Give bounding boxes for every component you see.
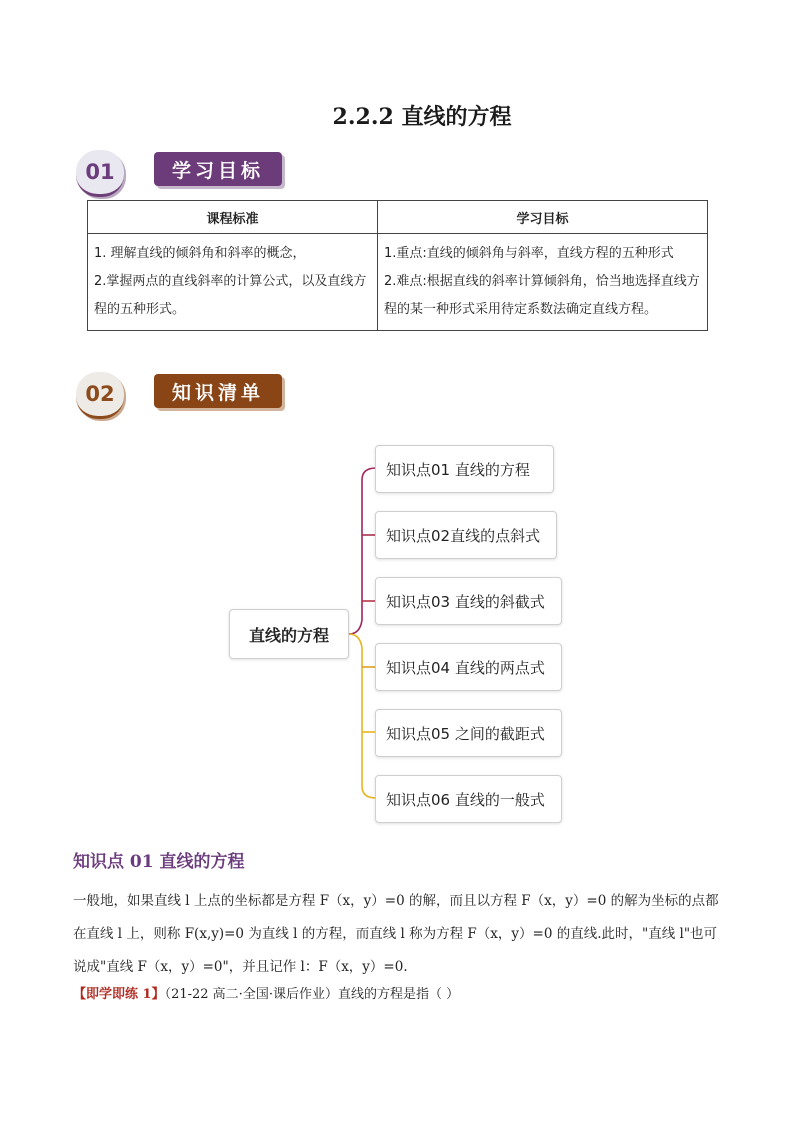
column-header-goals: 学习目标 [378,201,708,234]
section-number: 01 [76,150,124,197]
practice-tag: 【即学即练 1】 [73,987,165,1002]
mindmap-branch: 知识点01 直线的方程 [375,445,554,493]
section-label: 学习目标 [154,152,282,186]
knowledge-point-heading: 知识点 01 直线的方程 [73,852,245,872]
mindmap-branch: 知识点04 直线的两点式 [375,643,562,691]
mindmap-root: 直线的方程 [229,609,349,659]
goal-line: 1.重点:直线的倾斜角与斜率，直线方程的五种形式 [384,246,674,261]
mindmap-branch: 知识点02直线的点斜式 [375,511,557,559]
standard-line: 2.掌握两点的直线斜率的计算公式，以及直线方程的五种形式。 [94,274,367,317]
page-title: 2.2.2 直线的方程 [332,104,512,130]
section-label: 知识清单 [154,374,282,408]
connector-trunk [349,468,376,634]
column-header-standard: 课程标准 [88,201,378,234]
knowledge-point-paragraph [73,885,723,984]
mindmap-branch: 知识点06 直线的一般式 [375,775,562,823]
standard-line: 1. 理解直线的倾斜角和斜率的概念， [94,246,306,261]
mindmap-branch: 知识点05 之间的截距式 [375,709,562,757]
mindmap-branch: 知识点03 直线的斜截式 [375,577,562,625]
section-number: 02 [76,372,124,419]
practice-text: （21-22 高二·全国·课后作业）直线的方程是指（ ） [164,987,460,1002]
paragraph-text: 一般地，如果直线 l 上点的坐标都是方程 F（x，y）=0 的解，而且以方程 F（x，y）=0 的解为坐标的点都在直线 l 上，则称 F(x,y)=0 为直线 l 的方程，而直线 l 称为方程 F（x，y）=0 的直线.此时，"直线 l"也可说成"直线 F（x，y）=0"，并且记作 l：F（x，y）=0. [73,893,719,975]
connector-trunk [349,634,376,798]
practice-question [73,983,459,1002]
goal-line: 2.难点:根据直线的斜率计算倾斜角，恰当地选择直线方程的某一种形式采用待定系数法确定直线方程。 [384,274,700,317]
